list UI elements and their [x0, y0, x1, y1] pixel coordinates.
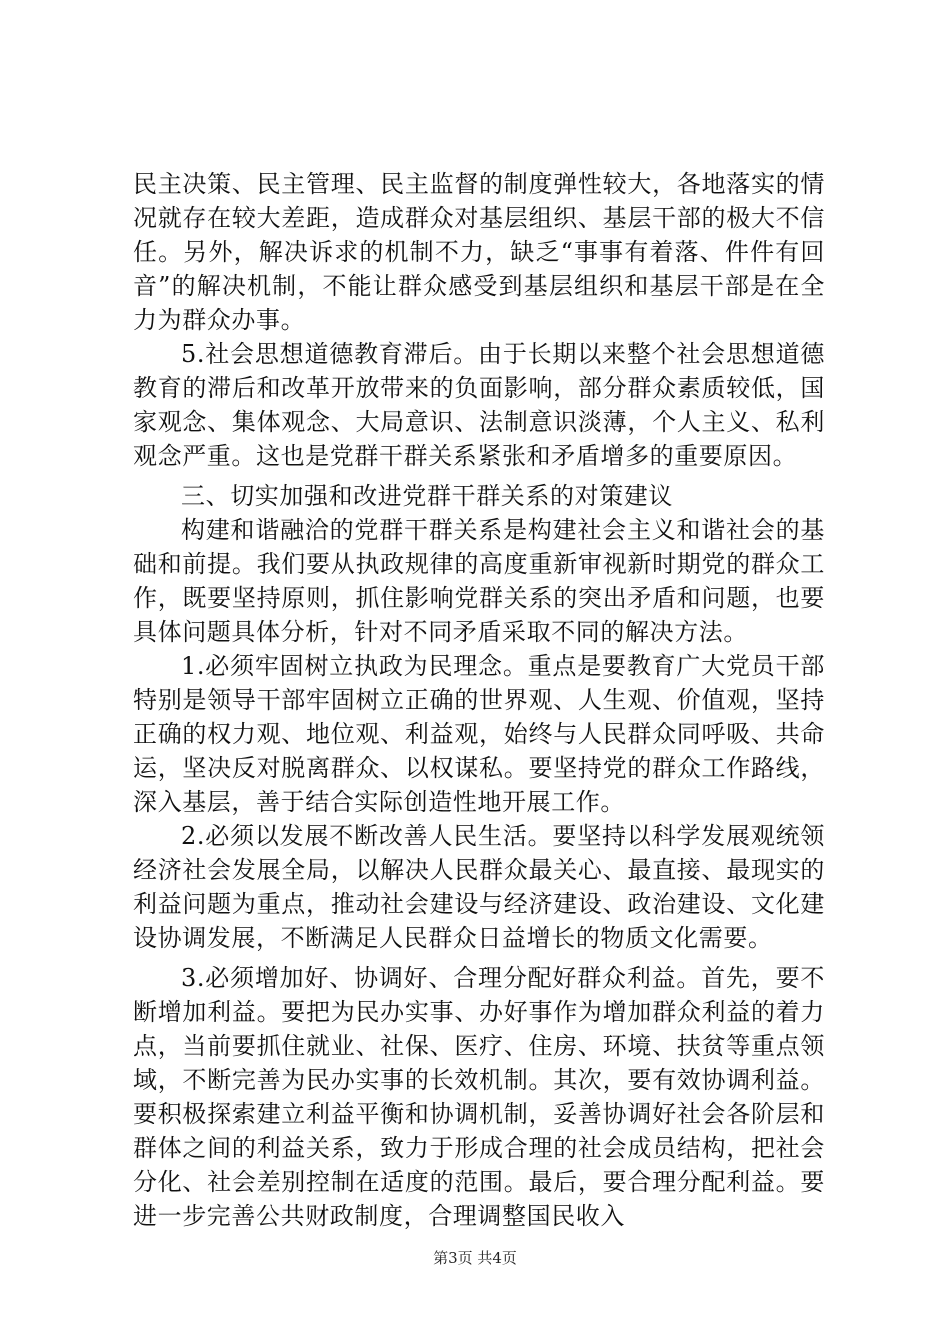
paragraph-item-5: 5.社会思想道德教育滞后。由于长期以来整个社会思想道德教育的滞后和改革开放带来的负面影响，部分群众素质较低，国家观念、集体观念、大局意识、法制意识淡薄，个人主义、私利观念严重。这也是党群干群关系紧张和矛盾增多的重要原因。: [133, 340, 825, 470]
document-body: [133, 167, 825, 1233]
section-heading-3: 三、切实加强和改进党群干群关系的对策建议: [181, 482, 673, 510]
paragraph-item-2: 2.必须以发展不断改善人民生活。要坚持以科学发展观统领经济社会发展全局，以解决人民群众最关心、最直接、最现实的利益问题为重点，推动社会建设与经济建设、政治建设、文化建设协调发展，不断满足人民群众日益增长的物质文化需要。: [133, 822, 825, 952]
paragraph-item-1: 1.必须牢固树立执政为民理念。重点是要教育广大党员干部特别是领导干部牢固树立正确的世界观、人生观、价值观，坚持正确的权力观、地位观、利益观，始终与人民群众同呼吸、共命运，坚决反对脱离群众、以权谋私。要坚持党的群众工作路线，深入基层，善于结合实际创造性地开展工作。: [133, 652, 825, 816]
paragraph-continuation: 民主决策、民主管理、民主监督的制度弹性较大，各地落实的情况就存在较大差距，造成群众对基层组织、基层干部的极大不信任。另外，解决诉求的机制不力，缺乏“事事有着落、件件有回音”的解决机制，不能让群众感受到基层组织和基层干部是在全力为群众办事。: [133, 170, 825, 334]
paragraph-section-intro: 构建和谐融洽的党群干群关系是构建社会主义和谐社会的基础和前提。我们要从执政规律的高度重新审视新时期党的群众工作，既要坚持原则，抓住影响党群关系的突出矛盾和问题，也要具体问题具体分析，针对不同矛盾采取不同的解决方法。: [133, 516, 825, 646]
page-number-footer: 第3页 共4页: [433, 1249, 517, 1267]
paragraph-item-3: 3.必须增加好、协调好、合理分配好群众利益。首先，要不断增加利益。要把为民办实事、办好事作为增加群众利益的着力点，当前要抓住就业、社保、医疗、住房、环境、扶贫等重点领域，不断完善为民办实事的长效机制。其次，要有效协调利益。要积极探索建立利益平衡和协调机制，妥善协调好社会各阶层和群体之间的利益关系，致力于形成合理的社会成员结构，把社会分化、社会差别控制在适度的范围。最后，要合理分配利益。要进一步完善公共财政制度，合理调整国民收入: [133, 964, 825, 1230]
